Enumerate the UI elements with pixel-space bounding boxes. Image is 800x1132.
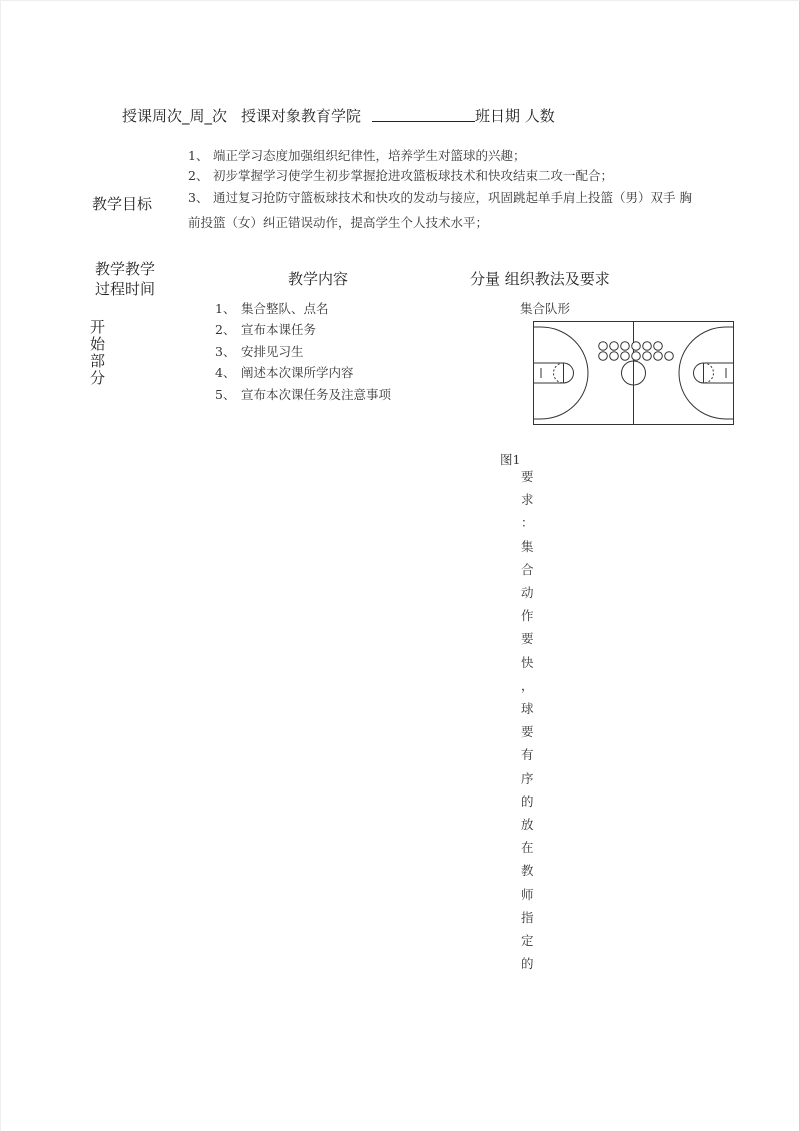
left-free-throw-arc-dashed bbox=[554, 363, 564, 383]
requirement-char: 求 bbox=[521, 492, 534, 508]
objective-1-num: 1、 bbox=[188, 148, 209, 163]
player-marker bbox=[599, 342, 608, 351]
player-marker bbox=[599, 352, 608, 361]
left-key bbox=[534, 363, 564, 383]
right-three-point-line bbox=[679, 327, 734, 419]
right-free-throw-arc bbox=[694, 363, 704, 383]
left-free-throw-arc bbox=[564, 363, 574, 383]
objectives-label: 教学目标 bbox=[92, 195, 153, 213]
objective-3-text: 通过复习抢防守篮板球技术和快攻的发动与接应，巩固跳起单手肩上投篮（男）双手 胸 bbox=[213, 190, 692, 205]
player-marker bbox=[643, 342, 652, 351]
player-marker bbox=[632, 352, 641, 361]
player-marker bbox=[621, 352, 630, 361]
requirement-char: ， bbox=[521, 677, 534, 693]
basketball-court-diagram bbox=[533, 321, 734, 425]
section-char: 分 bbox=[90, 369, 106, 387]
right-key bbox=[704, 363, 734, 383]
requirement-char: 动 bbox=[521, 585, 534, 601]
court-lines bbox=[534, 322, 734, 425]
target-underline bbox=[372, 121, 475, 122]
requirement-char: 在 bbox=[521, 840, 534, 856]
requirement-char: 定 bbox=[521, 933, 534, 949]
requirement-char: 集 bbox=[521, 538, 534, 554]
player-marker bbox=[654, 342, 663, 351]
target-label: 授课对象教育学院 bbox=[241, 107, 362, 125]
figure-caption-bottom: 图1 bbox=[500, 452, 521, 467]
content-header: 教学内容 bbox=[288, 270, 349, 288]
section-char: 部 bbox=[90, 352, 106, 370]
player-marker bbox=[632, 342, 641, 351]
requirement-char: 快 bbox=[521, 654, 534, 670]
content-item-5-text: 宣布本次课任务及注意事项 bbox=[241, 387, 392, 402]
requirement-char: 指 bbox=[521, 909, 534, 925]
requirement-char: 要 bbox=[521, 469, 534, 484]
player-marker bbox=[610, 352, 619, 361]
requirement-char: ： bbox=[521, 515, 534, 531]
right-free-throw-arc-dashed bbox=[704, 363, 714, 383]
process-time-header-line1: 教学教学 bbox=[95, 260, 156, 278]
class-date-count: 班日期 人数 bbox=[475, 107, 555, 125]
section-char: 开 bbox=[90, 318, 106, 336]
requirement-char: 放 bbox=[521, 817, 534, 833]
requirement-char: 要 bbox=[521, 631, 534, 647]
objective-1-text: 端正学习态度加强组织纪律性，培养学生对篮球的兴趣； bbox=[213, 148, 526, 163]
player-marker bbox=[654, 352, 663, 361]
content-item-1-text: 集合整队、点名 bbox=[241, 301, 329, 316]
objective-2-text: 初步掌握学习使学生初步掌握抢进攻篮板球技术和快攻结束二攻一配合； bbox=[213, 168, 614, 183]
requirement-char: 球 bbox=[521, 701, 534, 717]
content-item-3-num: 3、 bbox=[215, 344, 236, 359]
process-time-header-line2: 过程时间 bbox=[95, 280, 156, 298]
requirement-char: 序 bbox=[521, 770, 534, 786]
requirement-char: 有 bbox=[521, 747, 534, 763]
requirement-char: 的 bbox=[521, 793, 534, 809]
left-three-point-line bbox=[534, 327, 589, 419]
requirement-char: 要 bbox=[521, 724, 534, 740]
requirement-char: 师 bbox=[521, 886, 534, 902]
section-start-label bbox=[90, 319, 105, 387]
objective-3-num: 3、 bbox=[188, 190, 209, 205]
method-header: 分量 组织教法及要求 bbox=[470, 270, 610, 288]
week-label: 授课周次_周_次 bbox=[122, 107, 228, 125]
requirement-char: 合 bbox=[521, 561, 534, 577]
player-marker bbox=[665, 352, 674, 361]
players-formation bbox=[599, 342, 674, 361]
content-item-3-text: 安排见习生 bbox=[241, 344, 304, 359]
section-char: 始 bbox=[90, 335, 106, 353]
content-item-2-text: 宣布本课任务 bbox=[241, 322, 317, 337]
content-item-1-num: 1、 bbox=[215, 301, 236, 316]
content-item-4-text: 阐述本次课所学内容 bbox=[241, 365, 354, 380]
player-marker bbox=[610, 342, 619, 351]
requirement-char: 教 bbox=[521, 863, 534, 879]
requirement-text bbox=[521, 465, 534, 975]
objective-3-continuation: 前投篮（女）纠正错误动作，提高学生个人技术水平； bbox=[188, 215, 489, 230]
content-item-5-num: 5、 bbox=[215, 387, 236, 402]
content-item-4-num: 4、 bbox=[215, 365, 236, 380]
requirement-char: 作 bbox=[521, 608, 534, 624]
requirement-char: 的 bbox=[521, 956, 534, 972]
objective-2-num: 2、 bbox=[188, 168, 209, 183]
figure-caption-top: 集合队形 bbox=[520, 301, 571, 316]
player-marker bbox=[621, 342, 630, 351]
player-marker bbox=[643, 352, 652, 361]
content-item-2-num: 2、 bbox=[215, 322, 236, 337]
